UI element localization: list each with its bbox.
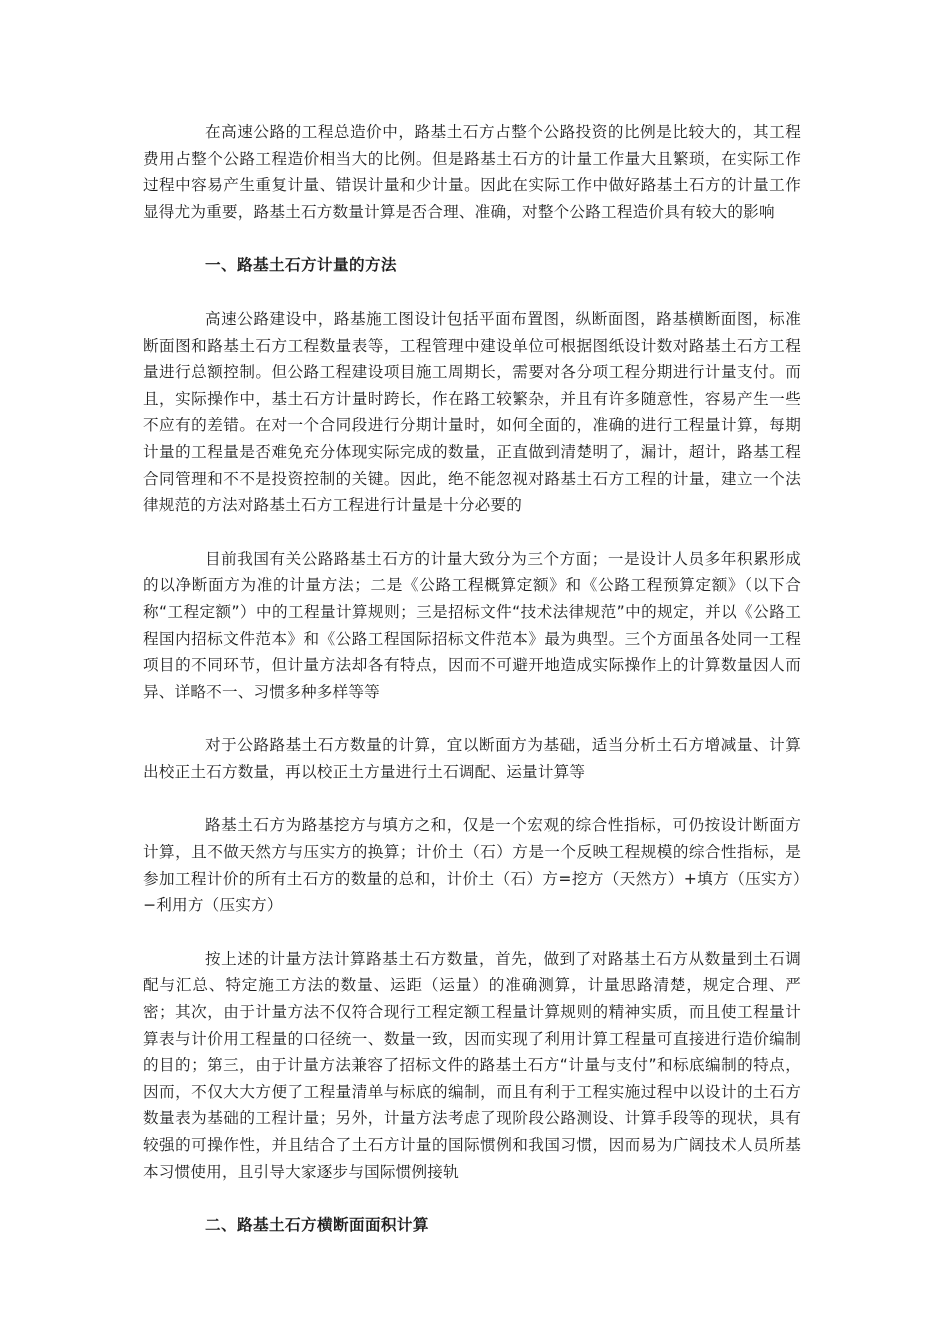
section-heading-2: 二、路基土石方横断面面积计算 [205,1216,429,1235]
body-paragraph: 对于公路路基土石方数量的计算，宜以断面方为基础，适当分析土石方增减量、计算出校正土石方数量，再以校正土方量进行土石调配、运量计算等 [143,736,801,781]
body-paragraph: 按上述的计量方法计算路基土石方数量，首先，做到了对路基土石方从数量到土石调配与汇总、特定施工方法的数量、运距（运量）的准确测算，计量思路清楚，规定合理、严密；其次，由于计量方法不仅符合现行工程定额工程量计算规则的精神实质，而且使工程量计算表与计价用工程量的口径统一、数量一致，因而实现了利用计算工程量可直接进行造价编制的目的；第三，由于计量方法兼容了招标文件的路基土石方“计量与支付”和标底编制的特点，因而，不仅大大方便了工程量清单与标底的编制，而且有利于工程实施过程中以设计的土石方数量表为基础的工程计量；另外，计量方法考虑了现阶段公路测设、计算手段等的现状，具有较强的可操作性，并且结合了土石方计量的国际惯例和我国习惯，因而易为广阔技术人员所基本习惯使用，且引导大家逐步与国际惯例接轨 [143,949,801,1181]
document-page [143,119,801,1239]
section-heading-1: 一、路基土石方计量的方法 [205,256,397,275]
body-paragraph: 目前我国有关公路路基土石方的计量大致分为三个方面；一是设计人员多年积累形成的以净断面方为准的计量方法；二是《公路工程概算定额》和《公路工程预算定额》（以下合称“工程定额”）中的工程量计算规则；三是招标文件“技术法律规范”中的规定，并以《公路工程国内招标文件范本》和《公路工程国际招标文件范本》最为典型。三个方面虽各处同一工程项目的不同环节，但计量方法却各有特点，因而不可避开地造成实际操作上的计算数量因人而异、详略不一、习惯多种多样等等 [143,549,801,701]
body-paragraph: 高速公路建设中，路基施工图设计包括平面布置图，纵断面图，路基横断面图，标准断面图和路基土石方工程数量表等，工程管理中建设单位可根据图纸设计数对路基土石方工程量进行总额控制。但公路工程建设项目施工周期长，需要对各分项工程分期进行计量支付。而且，实际操作中，基土石方计量时跨长，作在路工较繁杂，并且有许多随意性，容易产生一些不应有的差错。在对一个合同段进行分期计量时，如何全面的，准确的进行工程量计算，每期计量的工程量是否难免充分体现实际完成的数量，正直做到清楚明了，漏计，超计，路基工程合同管理和不不是投资控制的关键。因此，绝不能忽视对路基土石方工程的计量，建立一个法律规范的方法对路基土石方工程进行计量是十分必要的 [143,309,801,515]
body-paragraph: 路基土石方为路基挖方与填方之和，仅是一个宏观的综合性指标，可仍按设计断面方计算，且不做天然方与压实方的换算；计价土（石）方是一个反映工程规模的综合性指标，是参加工程计价的所有土石方的数量的总和，计价土（石）方=挖方（天然方）+填方（压实方）−利用方（压实方） [143,816,801,915]
intro-paragraph: 在高速公路的工程总造价中，路基土石方占整个公路投资的比例是比较大的，其工程费用占整个公路工程造价相当大的比例。但是路基土石方的计量工作量大且繁琐，在实际工作过程中容易产生重复计量、错误计量和少计量。因此在实际工作中做好路基土石方的计量工作显得尤为重要，路基土石方数量计算是否合理、准确，对整个公路工程造价具有较大的影响 [143,123,801,221]
